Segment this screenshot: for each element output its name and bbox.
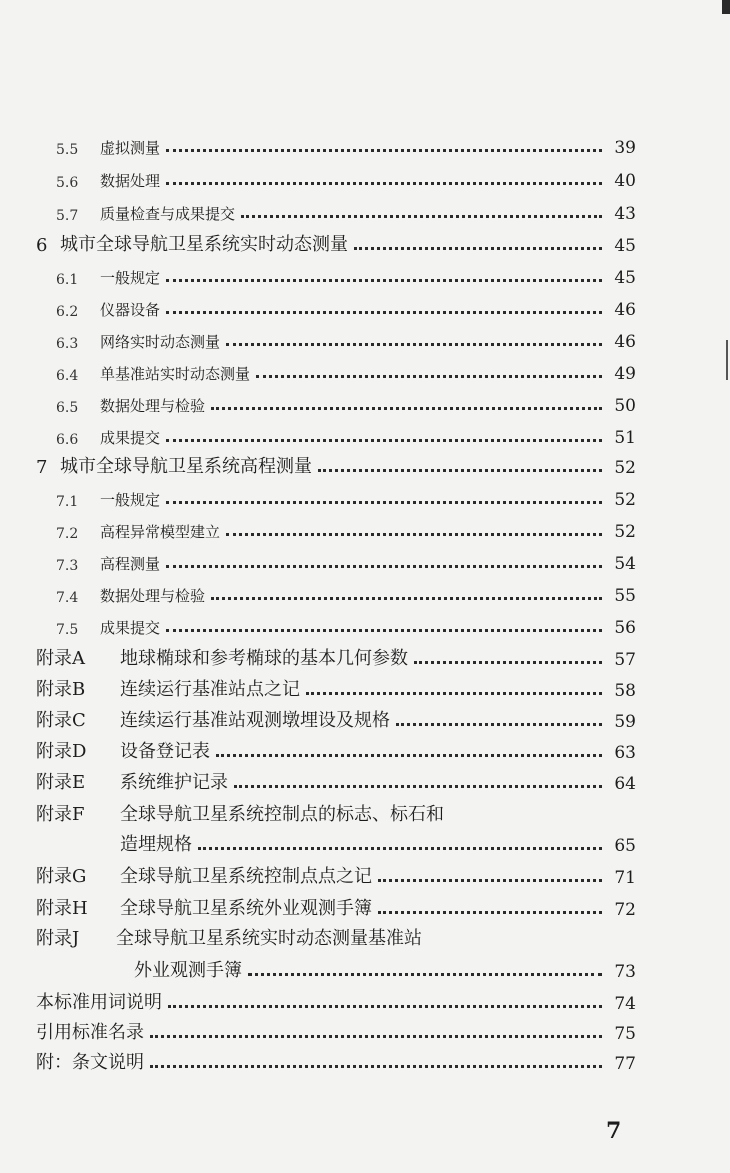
toc-entry-title: 质量检查与成果提交	[100, 205, 236, 223]
toc-entry-number: 6.1	[56, 272, 79, 288]
toc-entry-number: 附录F	[36, 804, 85, 825]
toc-entry-number: 7.5	[56, 622, 79, 638]
toc-standard-terms[interactable]	[36, 984, 636, 1014]
toc-entry-7-5[interactable]	[56, 608, 636, 638]
toc-entry-title: 高程测量	[100, 555, 161, 573]
toc-entry-page: 64	[614, 774, 636, 794]
toc-leader-dots	[211, 597, 602, 600]
toc-leader-dots	[354, 247, 602, 250]
toc-entry-6-5[interactable]	[56, 386, 636, 416]
toc-entry-number: 7.4	[56, 590, 79, 606]
toc-entry-page: 52	[614, 522, 636, 542]
toc-appendix-e[interactable]	[36, 764, 636, 794]
toc-entry-title: 单基准站实时动态测量	[100, 365, 251, 383]
toc-leader-dots	[166, 439, 602, 442]
toc-entry-title: 数据处理与检验	[100, 587, 206, 605]
toc-entry-page: 50	[614, 396, 636, 416]
toc-leader-dots	[166, 149, 602, 152]
toc-entry-7-3[interactable]	[56, 544, 636, 574]
toc-entry-number: 7.1	[56, 494, 79, 510]
toc-leader-dots	[306, 692, 602, 695]
toc-entry-page: 73	[614, 962, 636, 982]
toc-entry-page: 52	[614, 490, 636, 510]
toc-entry-title-cont: 外业观测手簿	[134, 960, 242, 981]
toc-entry-title-cont: 造埋规格	[120, 834, 192, 855]
toc-entry-page: 45	[614, 236, 636, 256]
toc-entry-title: 设备登记表	[120, 741, 210, 762]
toc-appendix-b[interactable]	[36, 671, 636, 701]
toc-entry-number: 5.7	[56, 208, 79, 224]
toc-entry-number: 6.6	[56, 432, 79, 448]
toc-entry-6-2[interactable]	[56, 290, 636, 320]
toc-entry-5-5[interactable]	[56, 128, 636, 158]
toc-entry-number: 附录G	[36, 866, 87, 887]
toc-entry-title: 成果提交	[100, 619, 161, 637]
toc-entry-page: 39	[614, 138, 636, 158]
toc-leader-dots	[166, 311, 602, 314]
toc-entry-number: 附录B	[36, 679, 86, 700]
toc-entry-page: 51	[614, 428, 636, 448]
toc-entry-title: 一般规定	[100, 491, 161, 509]
toc-entry-6-6[interactable]	[56, 418, 636, 448]
toc-leader-dots	[256, 375, 602, 378]
toc-entry-5-6[interactable]	[56, 161, 636, 191]
toc-entry-number: 6.5	[56, 400, 79, 416]
toc-chapter-7[interactable]	[36, 448, 636, 478]
toc-explanation-of-provisions[interactable]	[36, 1044, 636, 1074]
toc-entry-title: 引用标准名录	[36, 1022, 144, 1043]
toc-entry-page: 77	[614, 1054, 636, 1074]
toc-entry-number: 附录C	[36, 710, 86, 731]
toc-entry-page: 72	[614, 900, 636, 920]
toc-entry-title: 全球导航卫星系统控制点点之记	[120, 866, 372, 887]
toc-entry-page: 52	[614, 458, 636, 478]
toc-entry-title: 成果提交	[100, 429, 161, 447]
toc-leader-dots	[166, 629, 602, 632]
toc-entry-title: 城市全球导航卫星系统高程测量	[60, 456, 312, 477]
toc-entry-number: 附录E	[36, 772, 86, 793]
toc-entry-number: 附录J	[36, 928, 80, 949]
toc-leader-dots	[150, 1065, 602, 1068]
toc-entry-title: 虚拟测量	[100, 139, 161, 157]
toc-referenced-standards[interactable]	[36, 1014, 636, 1044]
toc-appendix-g[interactable]	[36, 858, 636, 888]
toc-entry-title: 系统维护记录	[120, 772, 228, 793]
toc-entry-title: 全球导航卫星系统控制点的标志、标石和	[120, 804, 444, 825]
toc-entry-page: 57	[614, 650, 636, 670]
toc-entry-number: 7.3	[56, 558, 79, 574]
toc-leader-dots	[168, 1005, 602, 1008]
toc-leader-dots	[166, 182, 602, 185]
toc-entry-page: 74	[614, 994, 636, 1014]
scan-edge-mark	[722, 0, 730, 14]
toc-entry-number: 6	[36, 235, 48, 256]
toc-leader-dots	[166, 279, 602, 282]
toc-entry-page: 43	[614, 204, 636, 224]
toc-entry-6-4[interactable]	[56, 354, 636, 384]
toc-entry-number: 附录D	[36, 741, 87, 762]
toc-entry-number: 附录A	[36, 648, 85, 669]
toc-appendix-j-line2[interactable]	[36, 952, 636, 982]
toc-entry-page: 75	[614, 1024, 636, 1044]
toc-entry-page: 65	[614, 836, 636, 856]
toc-entry-page: 59	[614, 712, 636, 732]
toc-leader-dots	[234, 785, 602, 788]
toc-entry-title: 仪器设备	[100, 301, 161, 319]
toc-leader-dots	[226, 533, 602, 536]
toc-entry-title: 全球导航卫星系统外业观测手簿	[120, 898, 372, 919]
toc-entry-page: 49	[614, 364, 636, 384]
toc-entry-number: 7	[36, 457, 48, 478]
toc-entry-number: 6.2	[56, 304, 79, 320]
toc-appendix-d[interactable]	[36, 733, 636, 763]
toc-leader-dots	[198, 847, 602, 850]
toc-entry-6-3[interactable]	[56, 322, 636, 352]
toc-entry-title: 连续运行基准站点之记	[120, 679, 300, 700]
toc-entry-5-7[interactable]	[56, 194, 636, 224]
toc-appendix-f-line2[interactable]	[36, 826, 636, 856]
toc-entry-title: 网络实时动态测量	[100, 333, 221, 351]
toc-entry-page: 45	[614, 268, 636, 288]
toc-entry-number: 7.2	[56, 526, 79, 542]
toc-entry-page: 58	[614, 681, 636, 701]
toc-entry-title: 高程异常模型建立	[100, 523, 221, 541]
toc-entry-title: 全球导航卫星系统实时动态测量基准站	[116, 928, 422, 949]
toc-leader-dots	[216, 754, 602, 757]
toc-entry-number: 附录H	[36, 898, 88, 919]
toc-entry-7-2[interactable]	[56, 512, 636, 542]
toc-leader-dots	[378, 879, 602, 882]
toc-entry-page: 46	[614, 332, 636, 352]
toc-entry-page: 63	[614, 743, 636, 763]
toc-entry-page: 71	[614, 868, 636, 888]
toc-entry-number: 5.5	[56, 142, 79, 158]
toc-entry-page: 55	[614, 586, 636, 606]
toc-appendix-j-line1[interactable]	[36, 924, 422, 950]
toc-entry-title: 地球椭球和参考椭球的基本几何参数	[120, 648, 408, 669]
toc-entry-7-1[interactable]	[56, 480, 636, 510]
toc-entry-7-4[interactable]	[56, 576, 636, 606]
toc-entry-6-1[interactable]	[56, 258, 636, 288]
toc-entry-title: 数据处理	[100, 172, 161, 190]
toc-entry-page: 56	[614, 618, 636, 638]
toc-entry-number: 6.4	[56, 368, 79, 384]
toc-leader-dots	[150, 1035, 602, 1038]
toc-leader-dots	[414, 661, 602, 664]
toc-entry-number: 5.6	[56, 175, 79, 191]
toc-appendix-c[interactable]	[36, 702, 636, 732]
toc-leader-dots	[318, 469, 602, 472]
toc-leader-dots	[241, 215, 602, 218]
toc-chapter-6[interactable]	[36, 226, 636, 256]
toc-entry-page: 46	[614, 300, 636, 320]
toc-leader-dots	[211, 407, 602, 410]
toc-entry-title: 附：条文说明	[36, 1052, 144, 1073]
toc-leader-dots	[396, 723, 602, 726]
toc-entry-title: 数据处理与检验	[100, 397, 206, 415]
toc-entry-page: 40	[614, 171, 636, 191]
toc-entry-number: 6.3	[56, 336, 79, 352]
toc-appendix-a[interactable]	[36, 640, 636, 670]
toc-entry-title: 城市全球导航卫星系统实时动态测量	[60, 234, 348, 255]
toc-appendix-h[interactable]	[36, 890, 636, 920]
scan-edge-line	[726, 340, 728, 380]
toc-entry-title: 本标准用词说明	[36, 992, 162, 1013]
toc-leader-dots	[166, 565, 602, 568]
toc-leader-dots	[378, 911, 602, 914]
toc-entry-title: 连续运行基准站观测墩埋设及规格	[120, 710, 390, 731]
toc-leader-dots	[166, 501, 602, 504]
toc-leader-dots	[226, 343, 602, 346]
toc-appendix-f-line1[interactable]	[36, 800, 444, 826]
toc-leader-dots	[248, 973, 602, 976]
toc-entry-page: 54	[614, 554, 636, 574]
toc-entry-title: 一般规定	[100, 269, 161, 287]
page-number: 7	[606, 1118, 622, 1144]
